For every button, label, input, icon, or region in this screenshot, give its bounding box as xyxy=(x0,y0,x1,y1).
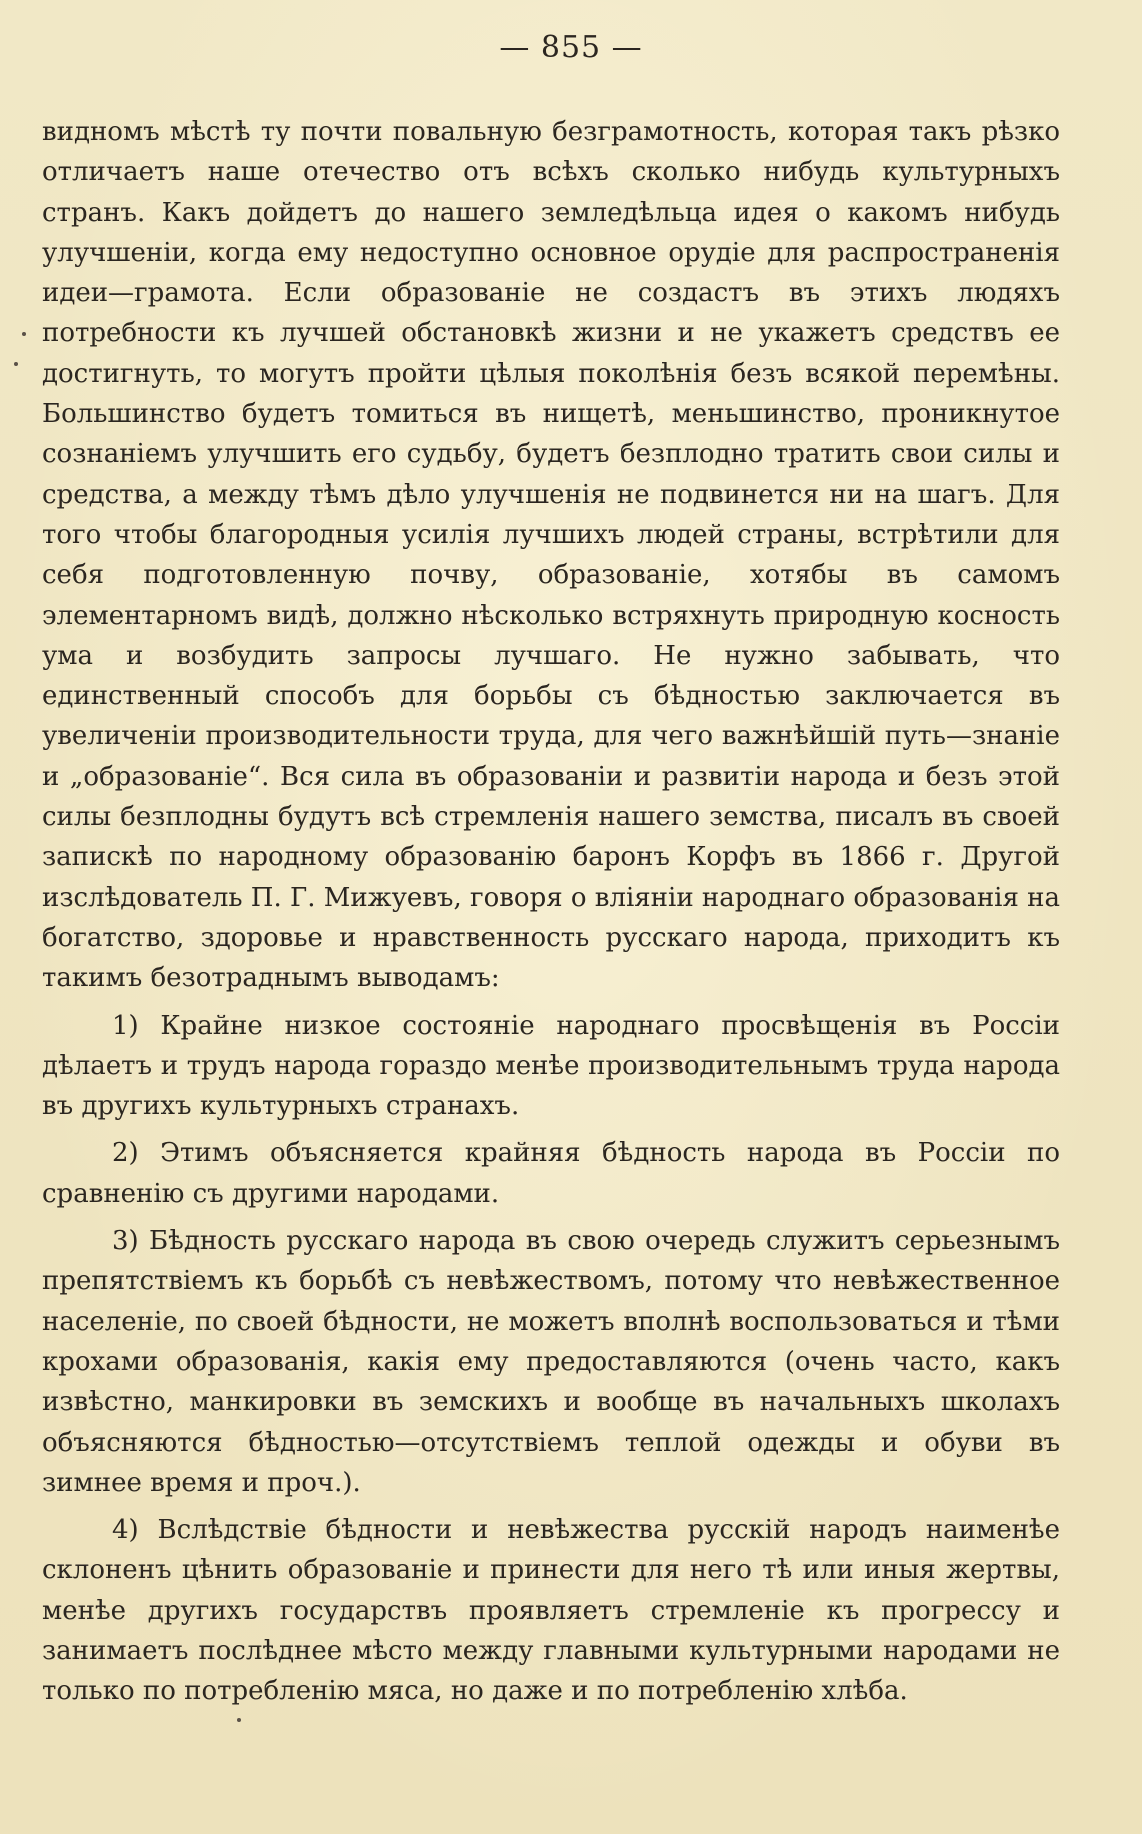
print-speck xyxy=(22,332,26,336)
list-item: 3) Бѣдность русскаго народа въ свою очередь служитъ серьезнымъ препятствіемъ къ борьбѣ съ невѣжествомъ, потому что невѣжественное населеніе, по своей бѣдности, не можетъ вполнѣ воспользоваться и тѣми крохами образованія, какія ему предоставляются (очень часто, какъ извѣстно, манкировки въ земскихъ и вообще въ начальныхъ школахъ объясняются бѣдностью—отсутствіемъ теплой одежды и обуви въ зимнее время и проч.). xyxy=(42,1226,1060,1498)
intro-paragraph: видномъ мѣстѣ ту почти повальную безграмотность, которая такъ рѣзко отличаетъ наше отечество отъ всѣхъ сколько нибудь культурныхъ странъ. Какъ дойдетъ до нашего земледѣльца идея о какомъ нибудь улучшеніи, когда ему недоступно основное орудіе для распространенія идеи—грамота. Если образованіе не создастъ въ этихъ людяхъ потребности къ лучшей обстановкѣ жизни и не укажетъ средствъ ее достигнуть, то могутъ пройти цѣлыя поколѣнія безъ всякой перемѣны. Большинство будетъ томиться въ нищетѣ, меньшинство, проникнутое сознаніемъ улучшить его судьбу, будетъ безплодно тратить свои силы и средства, а между тѣмъ дѣло улучшенія не подвинется ни на шагъ. Для того чтобы благородныя усилія лучшихъ людей страны, встрѣтили для себя подготовленную почву, образованіе, хотябы въ самомъ элементарномъ видѣ, должно нѣсколько встряхнуть природную косность ума и возбудить запросы лучшаго. Не нужно забывать, что единственный способъ для борьбы съ бѣдностью заключается въ увеличеніи производительности труда, для чего важнѣйшій путь—знаніе и „образованіе“. Вся сила въ образованіи и развитіи народа и безъ этой силы безплодны будутъ всѣ стремленія нашего земства, писалъ въ своей запискѣ по народному образованію баронъ Корфъ въ 1866 г. Другой изслѣдователь П. Г. Мижуевъ, говоря о вліяніи народнаго образованія на богатство, здоровье и нравственность русскаго народа, приходитъ къ такимъ безотраднымъ выводамъ: xyxy=(42,117,1060,994)
print-speck xyxy=(237,1718,241,1722)
list-item: 2) Этимъ объясняется крайняя бѣдность народа въ Россіи по сравненію съ другими народами. xyxy=(42,1138,1060,1209)
list-item: 1) Крайне низкое состояніе народнаго просвѣщенія въ Россіи дѣлаетъ и трудъ народа гораздо менѣе производительнымъ труда народа въ другихъ культурныхъ странахъ. xyxy=(42,1010,1060,1122)
list-item: 4) Вслѣдствіе бѣдности и невѣжества русскій народъ наименѣе склоненъ цѣнить образованіе и принести для него тѣ или иныя жертвы, менѣе другихъ государствъ проявляетъ стремленіе къ прогрессу и занимаетъ послѣднее мѣсто между главными культурными народами не только по потребленію мяса, но даже и по потребленію хлѣба. xyxy=(42,1515,1060,1707)
print-speck xyxy=(14,362,18,366)
body-text xyxy=(42,112,1060,1719)
page-number: — 855 — xyxy=(499,30,643,65)
